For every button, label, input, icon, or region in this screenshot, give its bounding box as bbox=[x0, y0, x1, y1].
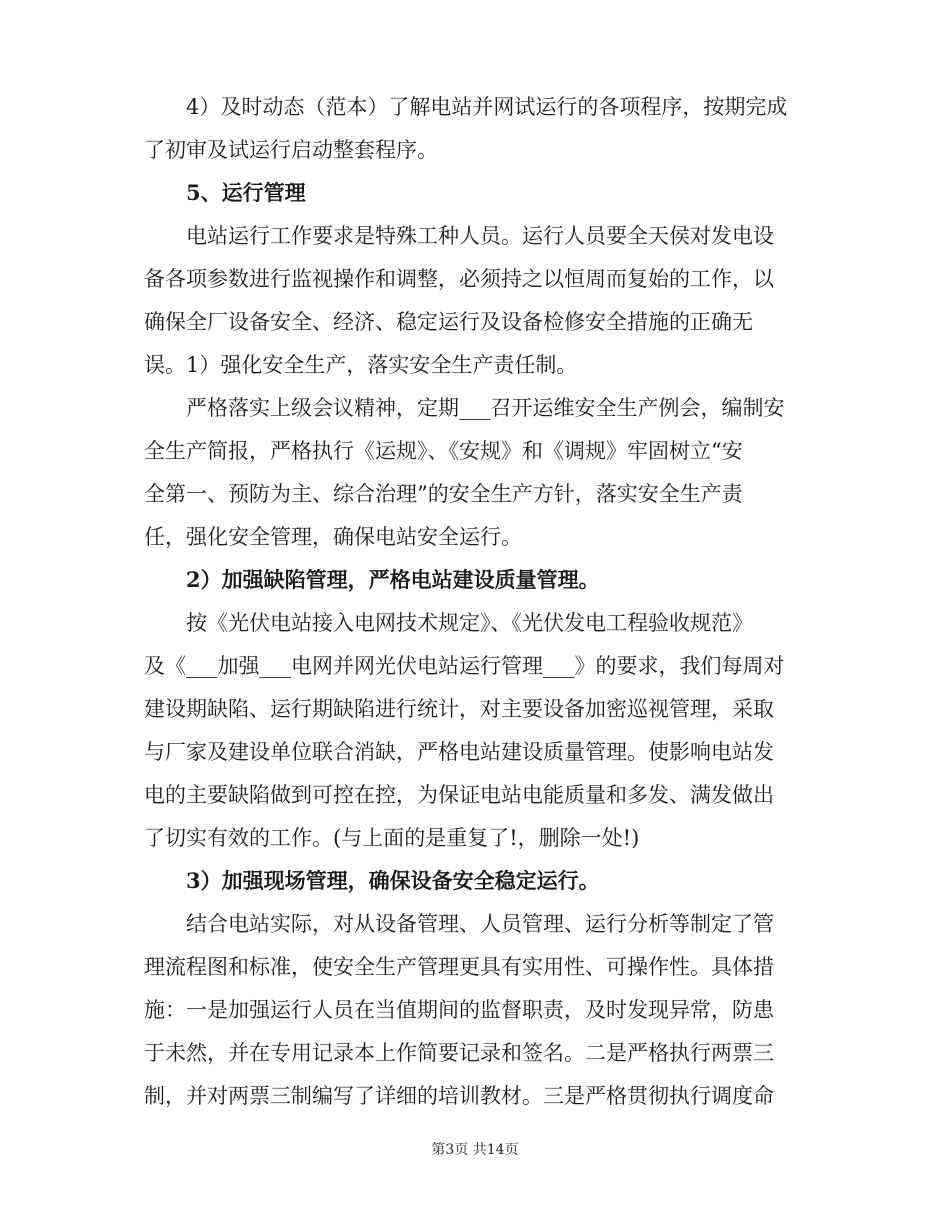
text-line: 电站运行工作要求是特殊工种人员。运行人员要全天侯对发电设 bbox=[144, 224, 774, 248]
text-line: 与厂家及建设单位联合消缺，严格电站建设质量管理。使影响电站发 bbox=[144, 740, 774, 764]
text-line: 确保全厂设备安全、经济、稳定运行及设备检修安全措施的正确无 bbox=[144, 310, 753, 334]
text-line: 备各项参数进行监视操作和调整，必须持之以恒周而复始的工作，以 bbox=[144, 267, 774, 291]
text-line: 结合电站实际，对从设备管理、人员管理、运行分析等制定了管 bbox=[144, 912, 774, 936]
text-line: 任，强化安全管理，确保电站安全运行。 bbox=[144, 525, 522, 549]
text-line: 制，并对两票三制编写了详细的培训教材。三是严格贯彻执行调度命 bbox=[144, 1084, 774, 1108]
text-line: 电的主要缺陷做到可控在控，为保证电站电能质量和多发、满发做出 bbox=[144, 783, 774, 807]
section-heading-site-management: 3）加强现场管理，确保设备安全稳定运行。 bbox=[144, 868, 600, 893]
text-line: 误。1）强化安全生产，落实安全生产责任制。 bbox=[144, 353, 578, 377]
text-line: 了切实有效的工作。(与上面的是重复了!，删除一处!) bbox=[144, 826, 640, 850]
text-line: 按《光伏电站接入电网技术规定》、《光伏发电工程验收规范》 bbox=[144, 611, 753, 635]
text-line: 4）及时动态（范本）了解电站并网试运行的各项程序，按期完成 bbox=[144, 95, 788, 119]
section-heading-defect-management: 2）加强缺陷管理，严格电站建设质量管理。 bbox=[144, 567, 600, 592]
text-line: 及《___加强___电网并网光伏电站运行管理___》的要求，我们每周对 bbox=[144, 654, 785, 678]
text-line: 全第一、预防为主、综合治理”的安全生产方针，落实安全生产责 bbox=[144, 482, 743, 506]
text-line: 理流程图和标准，使安全生产管理更具有实用性、可操作性。具体措 bbox=[144, 955, 774, 979]
text-line: 了初审及试运行启动整套程序。 bbox=[144, 138, 438, 162]
text-line: 于未然，并在专用记录本上作简要记录和签名。二是严格执行两票三 bbox=[144, 1041, 774, 1065]
page-number: 第3页 共14页 bbox=[431, 1142, 519, 1158]
text-line: 建设期缺陷、运行期缺陷进行统计，对主要设备加密巡视管理，采取 bbox=[144, 697, 774, 721]
text-line: 施：一是加强运行人员在当值期间的监督职责，及时发现异常，防患 bbox=[144, 998, 774, 1022]
text-line: 全生产简报，严格执行《运规》、《安规》和《调规》牢固树立“安 bbox=[144, 439, 743, 463]
text-line: 严格落实上级会议精神，定期___召开运维安全生产例会，编制安 bbox=[144, 396, 785, 420]
section-heading-operation-management: 5、运行管理 bbox=[144, 180, 306, 205]
